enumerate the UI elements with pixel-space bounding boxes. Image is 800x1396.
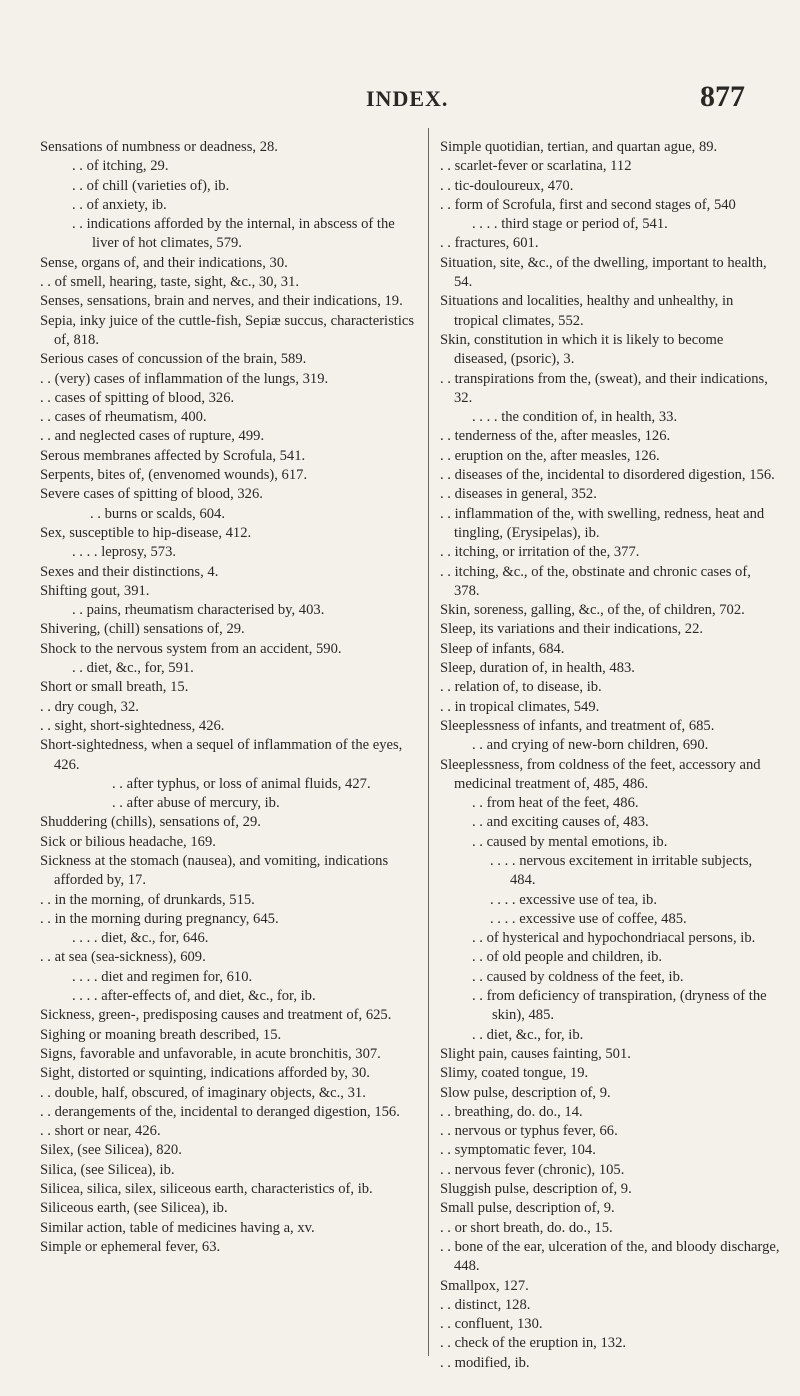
index-entry: Sepia, inky juice of the cuttle-fish, Sepiæ succus, characteristics of, 818. — [40, 312, 415, 348]
right-column — [440, 138, 780, 1373]
index-entry: . . derangements of the, incidental to deranged digestion, 156. — [40, 1103, 400, 1120]
index-entry: . . symptomatic fever, 104. — [440, 1142, 596, 1159]
index-entry: . . dry cough, 32. — [40, 698, 139, 715]
index-entry: Sleeplessness of infants, and treatment of, 685. — [440, 717, 715, 734]
index-entry: Situation, site, &c., of the dwelling, important to health, 54. — [440, 254, 767, 291]
index-entry: . . diseases of the, incidental to disordered digestion, 156. — [440, 467, 775, 484]
index-entry: . . after abuse of mercury, ib. — [112, 795, 280, 812]
index-entry: Shivering, (chill) sensations of, 29. — [40, 621, 245, 638]
index-entry: Senses, sensations, brain and nerves, and their indications, 19. — [40, 293, 403, 310]
index-entry: Sleep, its variations and their indications, 22. — [440, 621, 704, 638]
index-entry: . . of hysterical and hypochondriacal persons, ib. — [472, 930, 756, 947]
index-entry: . . and crying of new-born children, 690. — [472, 737, 709, 754]
index-entry: Silex, (see Silicea), 820. — [40, 1142, 182, 1159]
index-entry: Slight pain, causes fainting, 501. — [440, 1045, 631, 1062]
index-entry: Sensations of numbness or deadness, 28. — [40, 139, 278, 155]
index-entry: . . burns or scalds, 604. — [90, 505, 225, 522]
index-entry: . . (very) cases of inflammation of the lungs, 319. — [40, 370, 329, 387]
index-entry: . . itching, or irritation of the, 377. — [440, 544, 640, 561]
index-entry: . . at sea (sea-sickness), 609. — [40, 949, 206, 966]
index-entry: . . . . diet and regimen for, 610. — [72, 968, 253, 985]
page-header — [0, 80, 800, 118]
index-entry: . . scarlet-fever or scarlatina, 112 — [440, 158, 632, 175]
index-entry: Sight, distorted or squinting, indications afforded by, 30. — [40, 1065, 370, 1082]
index-entry: Small pulse, description of, 9. — [440, 1200, 615, 1217]
index-entry: . . distinct, 128. — [440, 1296, 531, 1313]
index-entry: Simple quotidian, tertian, and quartan ague, 89. — [440, 139, 718, 155]
index-entry: . . . . diet, &c., for, 646. — [72, 930, 209, 947]
index-entry: . . diet, &c., for, 591. — [72, 660, 194, 677]
index-entry: . . cases of spitting of blood, 326. — [40, 389, 235, 406]
index-entry: . . cases of rheumatism, 400. — [40, 409, 207, 426]
running-title: INDEX. — [366, 86, 449, 111]
index-entry: Silicea, silica, silex, siliceous earth, characteristics of, ib. — [40, 1181, 373, 1198]
index-entry: . . diet, &c., for, ib. — [472, 1026, 584, 1043]
index-entry: . . fractures, 601. — [440, 235, 539, 252]
index-entry: . . itching, &c., of the, obstinate and chronic cases of, 378. — [440, 563, 751, 599]
index-entry: Simple or ephemeral fever, 63. — [40, 1238, 221, 1255]
index-entry: . . tenderness of the, after measles, 126. — [440, 428, 671, 445]
index-entry: Slimy, coated tongue, 19. — [440, 1065, 589, 1082]
index-entry: Shock to the nervous system from an accident, 590. — [40, 640, 342, 657]
index-entry: Sluggish pulse, description of, 9. — [440, 1181, 632, 1198]
index-entry: Smallpox, 127. — [440, 1277, 529, 1294]
index-entry: . . of chill (varieties of), ib. — [72, 177, 230, 194]
left-column — [40, 138, 420, 1257]
index-entry: Skin, constitution in which it is likely to become diseased, (psoric), 3. — [440, 331, 724, 368]
index-entry: Serous membranes affected by Scrofula, 541. — [40, 447, 306, 464]
index-entry: Situations and localities, healthy and unhealthy, in tropical climates, 552. — [440, 293, 734, 329]
column-divider — [428, 128, 429, 1356]
index-entry: . . indications afforded by the internal, in abscess of the liver of hot climates, 579. — [72, 216, 395, 252]
index-entry: . . short or near, 426. — [40, 1123, 161, 1140]
index-entry: . . . . the condition of, in health, 33. — [472, 409, 678, 426]
index-entry: Sick or bilious headache, 169. — [40, 833, 216, 850]
index-entry: . . caused by coldness of the feet, ib. — [472, 968, 684, 985]
index-entry: Sleeplessness, from coldness of the feet, accessory and medicinal treatment of, 485, 486. — [440, 756, 761, 792]
index-entry: Serpents, bites of, (envenomed wounds), 617. — [40, 467, 308, 484]
index-entry: Slow pulse, description of, 9. — [440, 1084, 611, 1101]
index-entry: . . bone of the ear, ulceration of the, and bloody discharge, 448. — [440, 1238, 780, 1275]
index-entry: . . nervous fever (chronic), 105. — [440, 1161, 625, 1178]
index-entry: Sickness at the stomach (nausea), and vomiting, indications afforded by, 17. — [40, 852, 389, 889]
index-entry: . . . . excessive use of coffee, 485. — [490, 910, 687, 927]
index-entry: Shuddering (chills), sensations of, 29. — [40, 814, 261, 831]
index-entry: Severe cases of spitting of blood, 326. — [40, 486, 263, 503]
index-entry: . . . . after-effects of, and diet, &c., for, ib. — [72, 988, 316, 1005]
page-number: 877 — [700, 80, 745, 113]
index-entry: . . of smell, hearing, taste, sight, &c., 30, 31. — [40, 274, 299, 291]
index-entry: Siliceous earth, (see Silicea), ib. — [40, 1200, 228, 1217]
index-entry: Short-sightedness, when a sequel of inflammation of the eyes, 426. — [40, 737, 403, 773]
index-entry: . . transpirations from the, (sweat), and their indications, 32. — [440, 370, 768, 406]
index-entry: . . . . third stage or period of, 541. — [472, 216, 668, 233]
index-entry: . . confluent, 130. — [440, 1316, 543, 1333]
index-entry: . . sight, short-sightedness, 426. — [40, 717, 225, 734]
index-entry: . . check of the eruption in, 132. — [440, 1335, 627, 1352]
index-entry: Sex, susceptible to hip-disease, 412. — [40, 524, 252, 541]
index-entry: . . and neglected cases of rupture, 499. — [40, 428, 265, 445]
index-entry: . . and exciting causes of, 483. — [472, 814, 649, 831]
index-entry: . . in the morning during pregnancy, 645. — [40, 910, 279, 927]
index-entry: . . caused by mental emotions, ib. — [472, 833, 668, 850]
index-entry: . . nervous or typhus fever, 66. — [440, 1123, 618, 1140]
index-entry: . . modified, ib. — [440, 1354, 530, 1371]
index-entry: . . eruption on the, after measles, 126. — [440, 447, 660, 464]
index-entry: . . . . excessive use of tea, ib. — [490, 891, 657, 908]
index-entry: . . from heat of the feet, 486. — [472, 795, 639, 812]
index-entry: Sickness, green-, predisposing causes and treatment of, 625. — [40, 1007, 392, 1024]
index-entry: . . in tropical climates, 549. — [440, 698, 600, 715]
index-entry: . . diseases in general, 352. — [440, 486, 597, 503]
index-entry: . . tic-douloureux, 470. — [440, 177, 574, 194]
index-entry: Skin, soreness, galling, &c., of the, of children, 702. — [440, 602, 745, 619]
index-entry: Sense, organs of, and their indications, 30. — [40, 254, 288, 271]
index-entry: Signs, favorable and unfavorable, in acute bronchitis, 307. — [40, 1045, 381, 1062]
index-entry: . . in the morning, of drunkards, 515. — [40, 891, 255, 908]
index-entry: . . . . nervous excitement in irritable subjects, 484. — [490, 852, 753, 889]
index-entry: . . breathing, do. do., 14. — [440, 1103, 583, 1120]
index-entry: Sleep of infants, 684. — [440, 640, 565, 657]
index-entry: . . after typhus, or loss of animal fluids, 427. — [112, 775, 371, 792]
index-entry: Short or small breath, 15. — [40, 679, 189, 696]
index-entry: Sexes and their distinctions, 4. — [40, 563, 219, 580]
index-entry: Silica, (see Silicea), ib. — [40, 1161, 175, 1178]
index-entry: Serious cases of concussion of the brain, 589. — [40, 351, 307, 368]
index-entry: . . form of Scrofula, first and second stages of, 540 — [440, 196, 736, 213]
index-entry: . . pains, rheumatism characterised by, 403. — [72, 602, 325, 619]
index-entry: . . or short breath, do. do., 15. — [440, 1219, 613, 1236]
index-entry: . . of old people and children, ib. — [472, 949, 663, 966]
index-entry: Shifting gout, 391. — [40, 582, 150, 599]
index-entry: . . from deficiency of transpiration, (dryness of the skin), 485. — [472, 988, 767, 1024]
index-entry: Sleep, duration of, in health, 483. — [440, 660, 635, 677]
index-entry: Similar action, table of medicines having a, xv. — [40, 1219, 315, 1236]
index-entry: . . inflammation of the, with swelling, redness, heat and tingling, (Erysipelas), ib. — [440, 505, 765, 541]
index-entry: . . relation of, to disease, ib. — [440, 679, 602, 696]
index-entry: . . double, half, obscured, of imaginary objects, &c., 31. — [40, 1084, 366, 1101]
index-entry: . . . . leprosy, 573. — [72, 544, 177, 561]
index-entry: Sighing or moaning breath described, 15. — [40, 1026, 282, 1043]
index-entry: . . of anxiety, ib. — [72, 196, 167, 213]
index-entry: . . of itching, 29. — [72, 158, 169, 175]
